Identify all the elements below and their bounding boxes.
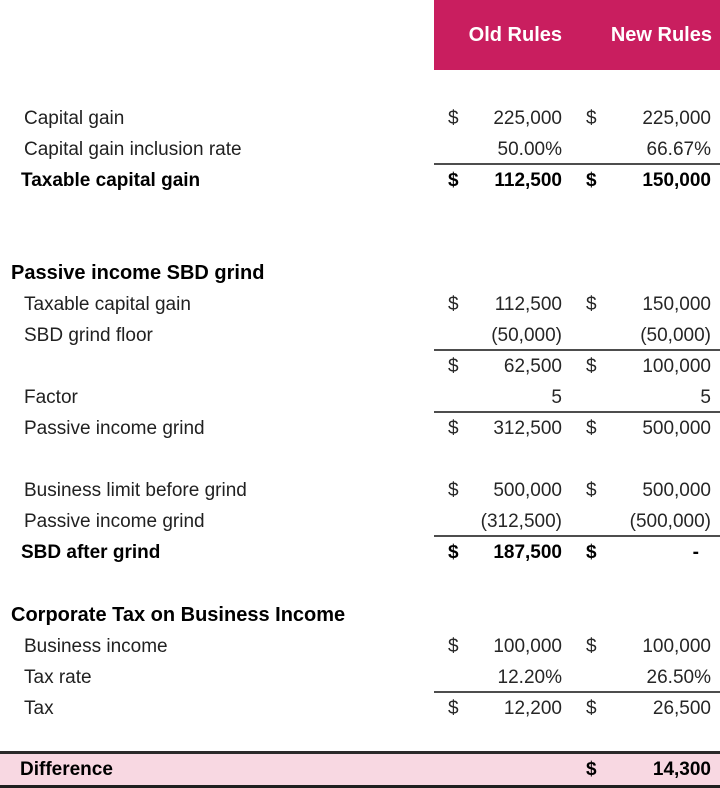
header-row [0, 0, 720, 70]
table-row [0, 320, 720, 351]
row-label: SBD grind floor [24, 325, 153, 346]
table-row [0, 289, 720, 320]
cell-old-rules [434, 289, 570, 320]
currency-symbol: $ [586, 480, 597, 501]
row-values [434, 351, 720, 382]
currency-symbol: $ [586, 170, 597, 191]
section-header-row [0, 600, 720, 631]
cell-old-rules [434, 631, 570, 662]
cell-new-rules [570, 103, 720, 134]
cell-value: 150,000 [642, 294, 711, 315]
cell-value: 312,500 [493, 418, 562, 439]
table-row [0, 382, 720, 413]
cell-old-rules [434, 165, 570, 196]
spacer-row [0, 196, 720, 258]
currency-symbol: $ [448, 356, 459, 377]
cell-old-rules [434, 351, 570, 382]
row-values [434, 134, 720, 165]
cell-new-rules [570, 165, 720, 196]
cell-new-rules [570, 693, 720, 724]
row-label: Business limit before grind [24, 480, 247, 501]
row-label: Capital gain inclusion rate [24, 139, 242, 160]
cell-value: 112,500 [494, 170, 562, 191]
cell-old-rules [434, 258, 570, 289]
currency-symbol: $ [448, 294, 459, 315]
cell-new-rules [570, 320, 720, 349]
table-row [0, 506, 720, 537]
cell-old-rules [434, 413, 570, 444]
cell-new-rules [570, 754, 720, 785]
cell-old-rules [434, 506, 570, 535]
cell-value: - [692, 542, 699, 563]
cell-old-rules [434, 320, 570, 349]
cell-new-rules [570, 506, 720, 535]
currency-symbol: $ [448, 170, 459, 191]
row-values [434, 320, 720, 351]
cell-value: 112,500 [494, 294, 562, 315]
row-label: Corporate Tax on Business Income [11, 604, 346, 626]
cell-value: (50,000) [640, 325, 711, 346]
cell-old-rules [434, 754, 570, 785]
cell-new-rules [570, 134, 720, 163]
cell-value: 500,000 [642, 418, 711, 439]
cell-new-rules [570, 382, 720, 411]
column-header-new-rules: New Rules [610, 24, 712, 46]
cell-new-rules [570, 537, 720, 568]
cell-old-rules [434, 103, 570, 134]
row-label: Factor [24, 387, 78, 408]
currency-symbol: $ [586, 356, 597, 377]
row-values [434, 289, 720, 320]
row-values [434, 382, 720, 413]
cell-value: 187,500 [493, 542, 562, 563]
cell-value: 26,500 [652, 698, 711, 719]
row-values [434, 165, 720, 196]
cell-value: 12.20% [497, 667, 562, 688]
table-row [0, 413, 720, 444]
row-values [434, 506, 720, 537]
header-bar [434, 0, 720, 70]
cell-value: 500,000 [493, 480, 562, 501]
currency-symbol: $ [448, 108, 459, 129]
cell-value: 5 [700, 387, 711, 408]
cell-new-rules [570, 475, 720, 506]
row-label: Passive income SBD grind [11, 262, 265, 284]
row-label: Taxable capital gain [21, 170, 201, 191]
currency-symbol: $ [586, 108, 597, 129]
cell-old-rules [434, 382, 570, 411]
cell-value: 50.00% [497, 139, 562, 160]
row-values [434, 258, 720, 289]
currency-symbol: $ [586, 294, 597, 315]
row-label: Tax rate [24, 667, 92, 688]
column-header-old-rules: Old Rules [468, 24, 562, 46]
currency-symbol: $ [448, 542, 459, 563]
row-values [434, 662, 720, 693]
cell-value: 150,000 [642, 170, 711, 191]
cell-value: 5 [551, 387, 562, 408]
row-label: SBD after grind [21, 542, 161, 563]
spacer-row [0, 724, 720, 751]
cell-new-rules [570, 413, 720, 444]
cell-value: 225,000 [493, 108, 562, 129]
row-label: Capital gain [24, 108, 125, 129]
cell-old-rules [434, 134, 570, 163]
cell-old-rules [434, 600, 570, 631]
cell-new-rules [570, 600, 720, 631]
difference-row [0, 751, 720, 788]
cell-value: 500,000 [642, 480, 711, 501]
row-label: Business income [24, 636, 168, 657]
currency-symbol: $ [586, 418, 597, 439]
cell-value: 62,500 [503, 356, 562, 377]
cell-value: 225,000 [642, 108, 711, 129]
table-row [0, 134, 720, 165]
cell-old-rules [434, 693, 570, 724]
cell-value: 66.67% [646, 139, 711, 160]
spacer-row [0, 444, 720, 475]
table-body [0, 70, 720, 788]
row-label: Taxable capital gain [24, 294, 191, 315]
cell-new-rules [570, 351, 720, 382]
row-values [434, 537, 720, 568]
table-row [0, 693, 720, 724]
subtotal-row [0, 165, 720, 196]
cell-value: 100,000 [642, 636, 711, 657]
cell-value: 12,200 [503, 698, 562, 719]
row-label: Passive income grind [24, 511, 205, 532]
currency-symbol: $ [448, 480, 459, 501]
cell-value: (500,000) [629, 511, 711, 532]
row-label: Difference [20, 759, 113, 780]
row-values [434, 600, 720, 631]
row-values [434, 631, 720, 662]
currency-symbol: $ [448, 698, 459, 719]
currency-symbol: $ [448, 636, 459, 657]
table-row [0, 631, 720, 662]
subtotal-row [0, 537, 720, 568]
row-label: Passive income grind [24, 418, 205, 439]
row-label [0, 351, 434, 382]
spacer-row [0, 568, 720, 600]
cell-new-rules [570, 289, 720, 320]
table-row [0, 662, 720, 693]
table-row [0, 475, 720, 506]
cell-value: (312,500) [480, 511, 562, 532]
cell-value: 26.50% [646, 667, 711, 688]
currency-symbol: $ [586, 542, 597, 563]
section-header-row [0, 258, 720, 289]
cell-value: (50,000) [491, 325, 562, 346]
cell-old-rules [434, 537, 570, 568]
currency-symbol: $ [448, 418, 459, 439]
cell-value: 100,000 [642, 356, 711, 377]
row-values [434, 413, 720, 444]
currency-symbol: $ [586, 759, 597, 780]
cell-old-rules [434, 475, 570, 506]
cell-new-rules [570, 662, 720, 691]
cell-value: 14,300 [652, 759, 711, 780]
cell-new-rules [570, 631, 720, 662]
spacer-row [0, 70, 720, 103]
row-values [434, 693, 720, 724]
table-row [0, 103, 720, 134]
cell-old-rules [434, 662, 570, 691]
currency-symbol: $ [586, 636, 597, 657]
cell-new-rules [570, 258, 720, 289]
header-empty-label [0, 0, 434, 70]
table-row [0, 351, 720, 382]
row-label: Tax [24, 698, 54, 719]
row-values [434, 103, 720, 134]
cell-value: 100,000 [493, 636, 562, 657]
currency-symbol: $ [586, 698, 597, 719]
row-values [434, 754, 720, 785]
row-values [434, 475, 720, 506]
